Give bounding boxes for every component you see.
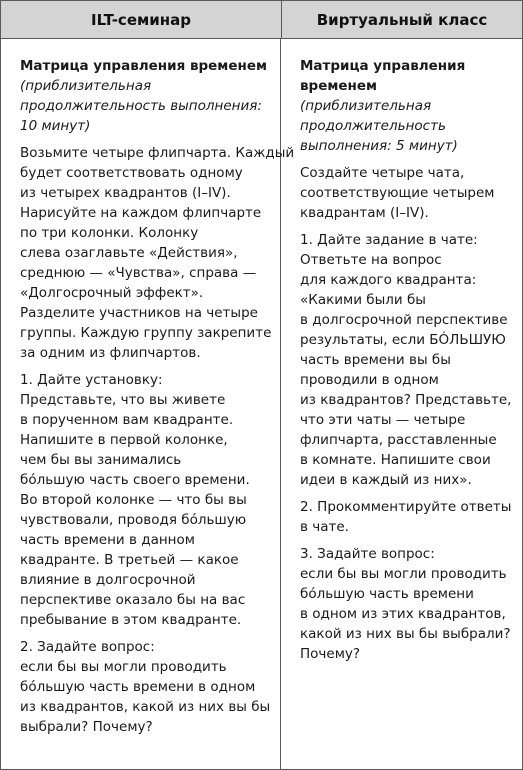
text-line: 2. Задайте вопрос: bbox=[20, 639, 155, 655]
text-line: по три колонки. Колонку bbox=[20, 225, 199, 241]
text-line: Представьте, что вы живете bbox=[20, 392, 226, 408]
text-line: (приблизительная bbox=[20, 78, 152, 94]
text-line: будет соответствовать одному bbox=[20, 165, 243, 181]
text-line: чувствовали, проводя бóльшую bbox=[20, 512, 247, 528]
text-line: (приблизительная bbox=[300, 98, 432, 114]
text-line: Почему? bbox=[300, 646, 361, 662]
text-line: флипчарта, расставленные bbox=[300, 432, 497, 448]
text-line: Матрица управления bbox=[300, 58, 466, 74]
text-line: квадрантам (I–IV). bbox=[300, 205, 429, 221]
text-line: квадранте. В третьей — какое bbox=[20, 552, 239, 568]
text-line: из квадрантов, какой из них вы бы bbox=[20, 699, 271, 715]
text-line: «Какими были бы bbox=[300, 292, 426, 308]
text-line: продолжительность выполнения: bbox=[20, 98, 262, 114]
text-line: бóльшую часть своего времени. bbox=[20, 472, 250, 488]
text-line: 10 минут) bbox=[20, 118, 91, 134]
text-line: перспективе оказало бы на вас bbox=[20, 592, 246, 608]
table-header bbox=[1, 1, 522, 39]
text-line: из четырех квадрантов (I–IV). bbox=[20, 185, 231, 201]
text-line: продолжительность bbox=[300, 118, 446, 134]
text-line: пребывание в этом квадранте. bbox=[20, 612, 242, 628]
text-line: 3. Задайте вопрос: bbox=[300, 546, 435, 562]
text-line: выполнения: 5 минут) bbox=[300, 138, 458, 154]
text-line: бóльшую часть времени bbox=[300, 586, 474, 602]
right-intro-paragraph bbox=[300, 163, 518, 223]
text-line: из квадрантов? Представьте, bbox=[300, 392, 512, 408]
text-line: Матрица управления временем bbox=[20, 58, 268, 74]
text-line: в долгосрочной перспективе bbox=[300, 312, 508, 328]
text-line: Во второй колонке — что бы вы bbox=[20, 492, 247, 508]
left-intro-paragraph bbox=[20, 143, 295, 363]
text-line: идеи в каждый из них». bbox=[300, 472, 472, 488]
text-line: в одном из этих квадрантов, bbox=[300, 606, 506, 622]
text-line: выбрали? Почему? bbox=[20, 719, 153, 735]
column-virtual-class bbox=[281, 39, 522, 769]
text-line: влияние в долгосрочной bbox=[20, 572, 196, 588]
text-line: группы. Каждую группу закрепите bbox=[20, 325, 272, 341]
text-line: слева озаглавьте «Действия», bbox=[20, 245, 238, 261]
text-line: Нарисуйте на каждом флипчарте bbox=[20, 205, 262, 221]
text-line: Ответьте на вопрос bbox=[300, 252, 442, 268]
text-line: в порученном вам квадранте. bbox=[20, 412, 234, 428]
table-body bbox=[1, 39, 522, 769]
text-line: бóльшую часть времени в одном bbox=[20, 679, 256, 695]
right-title bbox=[300, 56, 518, 96]
text-line: если бы вы могли проводить bbox=[20, 659, 227, 675]
text-line: часть времени вы бы bbox=[300, 352, 451, 368]
left-subtitle bbox=[20, 76, 276, 136]
text-line: временем bbox=[300, 78, 378, 94]
text-line: что эти чаты — четыре bbox=[300, 412, 466, 428]
text-line: Разделите участников на четыре bbox=[20, 305, 258, 321]
right-subtitle bbox=[300, 96, 518, 156]
text-line: результаты, если БÓЛЬШУЮ bbox=[300, 332, 506, 348]
column-ilt-seminar bbox=[1, 39, 295, 769]
header-ilt-seminar: ILT-семинар bbox=[1, 1, 282, 38]
left-step-2 bbox=[20, 637, 276, 737]
text-line: за одним из флипчартов. bbox=[20, 345, 201, 361]
text-line: в чате. bbox=[300, 519, 349, 535]
text-line: «Долгосрочный эффект». bbox=[20, 285, 204, 301]
left-title bbox=[20, 56, 276, 76]
text-line: 1. Дайте задание в чате: bbox=[300, 232, 478, 248]
text-line: соответствующие четырем bbox=[300, 185, 495, 201]
text-line: Возьмите четыре флипчарта. Каждый bbox=[20, 145, 295, 161]
text-line: если бы вы могли проводить bbox=[300, 566, 507, 582]
right-step-3 bbox=[300, 544, 518, 664]
text-line: какой из них вы бы выбрали? bbox=[300, 626, 511, 642]
text-line: 2. Прокомментируйте ответы bbox=[300, 499, 512, 515]
right-step-2 bbox=[300, 497, 518, 537]
text-line: проводили в одном bbox=[300, 372, 439, 388]
header-virtual-class: Виртуальный класс bbox=[316, 10, 488, 29]
text-line: в комнате. Напишите свои bbox=[300, 452, 491, 468]
text-line: Создайте четыре чата, bbox=[300, 165, 465, 181]
text-line: Напишите в первой колонке, bbox=[20, 432, 228, 448]
text-line: среднюю — «Чувства», справа — bbox=[20, 265, 257, 281]
text-line: 1. Дайте установку: bbox=[20, 372, 163, 388]
text-line: чем бы вы занимались bbox=[20, 452, 182, 468]
left-step-1 bbox=[20, 370, 276, 630]
text-line: для каждого квадранта: bbox=[300, 272, 477, 288]
right-step-1 bbox=[300, 230, 518, 490]
text-line: часть времени в данном bbox=[20, 532, 195, 548]
